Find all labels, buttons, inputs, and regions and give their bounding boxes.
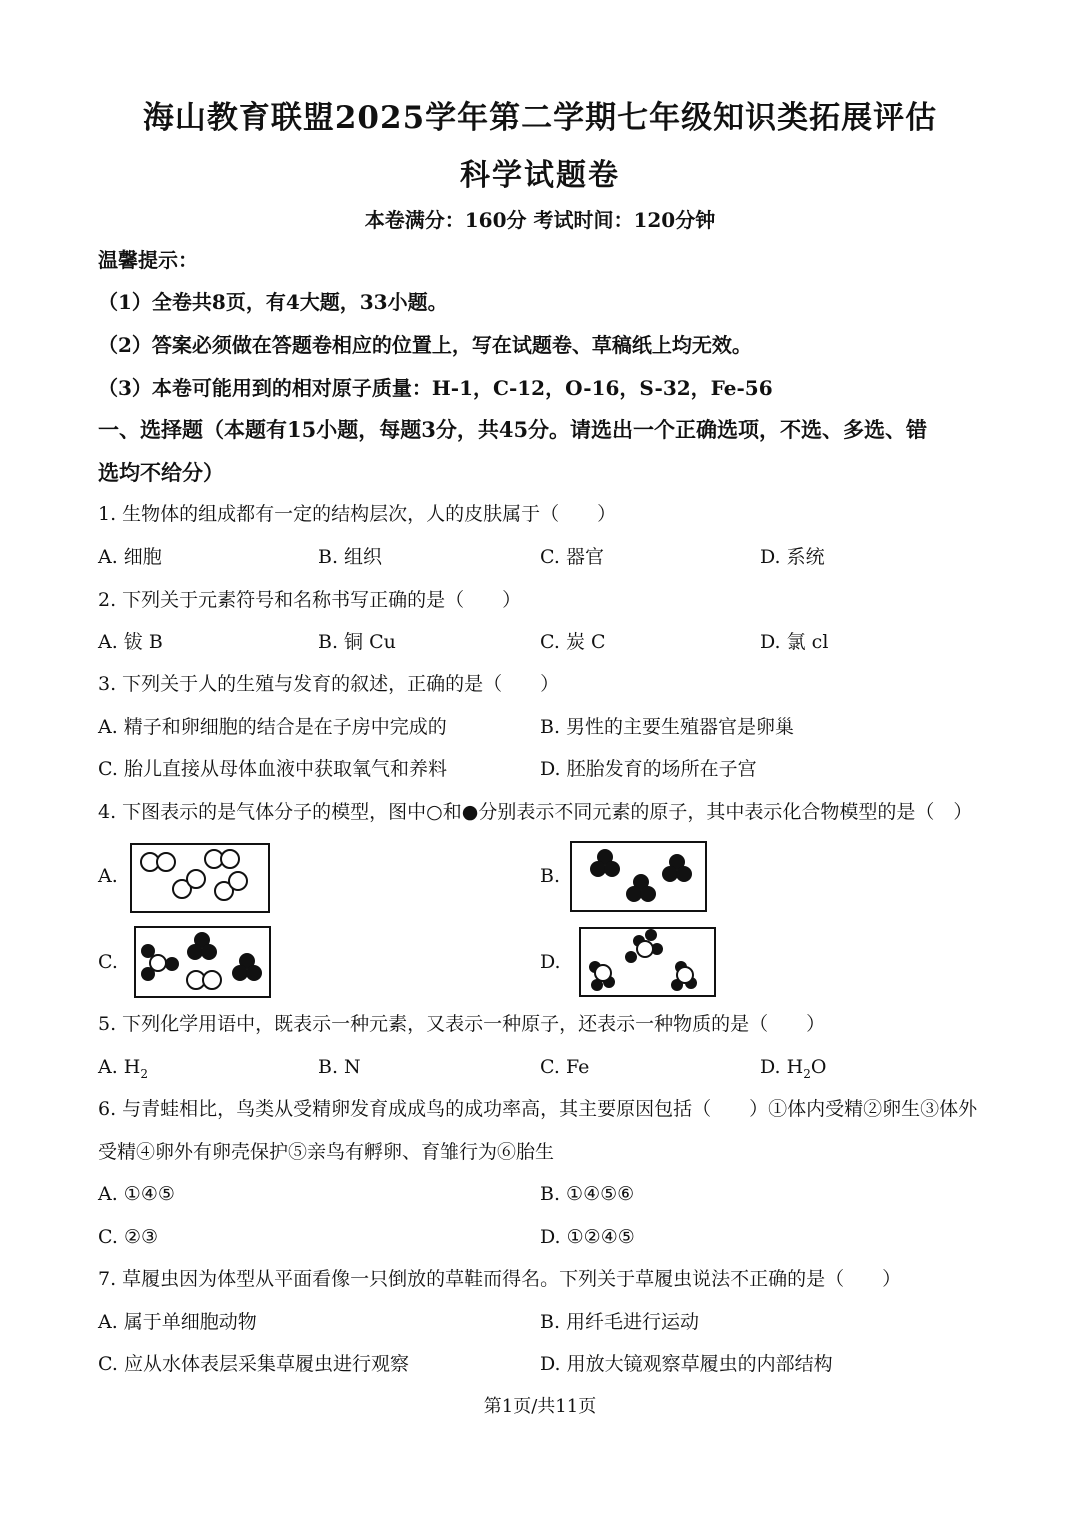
notice-item-2: （2）答案必须做在答题卷相应的位置上，写在试题卷、草稿纸上均无效。 xyxy=(98,333,752,357)
question-7-option-c: C. 应从水体表层采集草履虫进行观察 xyxy=(98,1353,409,1375)
section-heading-line2: 选均不给分） xyxy=(98,460,224,485)
question-2-option-a: A. 钹 B xyxy=(98,631,163,653)
question-3-option-a: A. 精子和卵细胞的结合是在子房中完成的 xyxy=(98,716,447,738)
question-5-option-d-subscript: 2 xyxy=(803,1066,811,1081)
question-5-option-a-subscript: 2 xyxy=(140,1066,149,1081)
question-1-option-b: B. 组织 xyxy=(318,546,383,568)
question-6-option-d: D. ①②④⑤ xyxy=(540,1226,635,1248)
question-1-option-c: C. 器官 xyxy=(540,546,604,568)
question-7-option-a: A. 属于单细胞动物 xyxy=(98,1311,257,1333)
question-5-option-b: B. N xyxy=(318,1056,361,1078)
question-6-option-b: B. ①④⑤⑥ xyxy=(540,1183,635,1205)
question-1-stem: 1. 生物体的组成都有一定的结构层次，人的皮肤属于（ ） xyxy=(98,503,617,525)
question-5-option-a-text: A. H xyxy=(98,1056,141,1078)
question-2-option-c: C. 炭 C xyxy=(540,631,606,653)
exam-subtitle: 科学试题卷 xyxy=(460,158,620,193)
question-7-option-d: D. 用放大镜观察草履虫的内部结构 xyxy=(540,1353,833,1375)
question-5-option-c: C. Fe xyxy=(540,1056,590,1078)
question-7-option-b: B. 用纤毛进行运动 xyxy=(540,1311,700,1333)
molecule-model-a-figure xyxy=(130,843,270,913)
molecule-model-a-drawing xyxy=(132,845,268,911)
exam-meta: 本卷满分：160分 考试时间：120分钟 xyxy=(364,208,716,232)
section-heading-line1: 一、选择题（本题有15小题，每题3分，共45分。请选出一个正确选项，不选、多选、错 xyxy=(98,417,928,442)
exam-title: 海山教育联盟2025学年第二学期七年级知识类拓展评估 xyxy=(142,100,938,136)
question-7-stem: 7. 草履虫因为体型从平面看像一只倒放的草鞋而得名。下列关于草履虫说法不正确的是（ ） xyxy=(98,1268,902,1290)
page-number: 第1页/共11页 xyxy=(483,1396,597,1417)
question-4-option-d-label: D. xyxy=(540,951,561,973)
notice-item-1: （1）全卷共8页，有4大题，33小题。 xyxy=(98,290,448,314)
molecule-model-c-drawing xyxy=(136,928,269,996)
molecule-model-b-drawing xyxy=(572,843,705,910)
question-4-stem: 4. 下图表示的是气体分子的模型，图中○和●分别表示不同元素的原子，其中表示化合物模型的是（ ） xyxy=(98,801,973,823)
question-3-stem: 3. 下列关于人的生殖与发育的叙述，正确的是（ ） xyxy=(98,673,560,695)
question-1-option-a: A. 细胞 xyxy=(98,546,162,568)
question-6-option-a: A. ①④⑤ xyxy=(98,1183,175,1205)
notice-item-3: （3）本卷可能用到的相对原子质量：H-1，C-12，O-16，S-32，Fe-56 xyxy=(98,376,773,400)
question-4-option-c-label: C. xyxy=(98,951,118,973)
question-4-option-a-label: A. xyxy=(98,865,118,887)
question-5-option-d-text-end: O xyxy=(810,1056,827,1078)
question-5-option-d xyxy=(760,1055,826,1086)
question-2-option-b: B. 铜 Cu xyxy=(318,631,396,653)
question-6-stem-line1: 6. 与青蛙相比，鸟类从受精卵发育成成鸟的成功率高，其主要原因包括（ ）①体内受精②卵生③体外 xyxy=(98,1098,978,1120)
molecule-model-b-figure xyxy=(570,841,707,912)
molecule-model-d-figure xyxy=(579,927,716,997)
question-2-stem: 2. 下列关于元素符号和名称书写正确的是（ ） xyxy=(98,589,522,611)
question-6-option-c: C. ②③ xyxy=(98,1226,159,1248)
molecule-model-d-drawing xyxy=(581,929,714,995)
notice-heading: 温馨提示： xyxy=(98,248,198,272)
question-3-option-d: D. 胚胎发育的场所在子宫 xyxy=(540,758,757,780)
question-4-option-b-label: B. xyxy=(540,865,561,887)
question-3-option-b: B. 男性的主要生殖器官是卵巢 xyxy=(540,716,795,738)
question-5-stem: 5. 下列化学用语中，既表示一种元素，又表示一种原子，还表示一种物质的是（ ） xyxy=(98,1013,826,1035)
question-2-option-d: D. 氯 cl xyxy=(760,631,829,653)
question-6-stem-line2: 受精④卵外有卵壳保护⑤亲鸟有孵卵、育雏行为⑥胎生 xyxy=(98,1141,555,1163)
question-1-option-d: D. 系统 xyxy=(760,546,825,568)
molecule-model-c-figure xyxy=(134,926,271,998)
question-5-option-a xyxy=(98,1055,148,1086)
question-5-option-d-text: D. H xyxy=(760,1056,804,1078)
question-3-option-c: C. 胎儿直接从母体血液中获取氧气和养料 xyxy=(98,758,447,780)
